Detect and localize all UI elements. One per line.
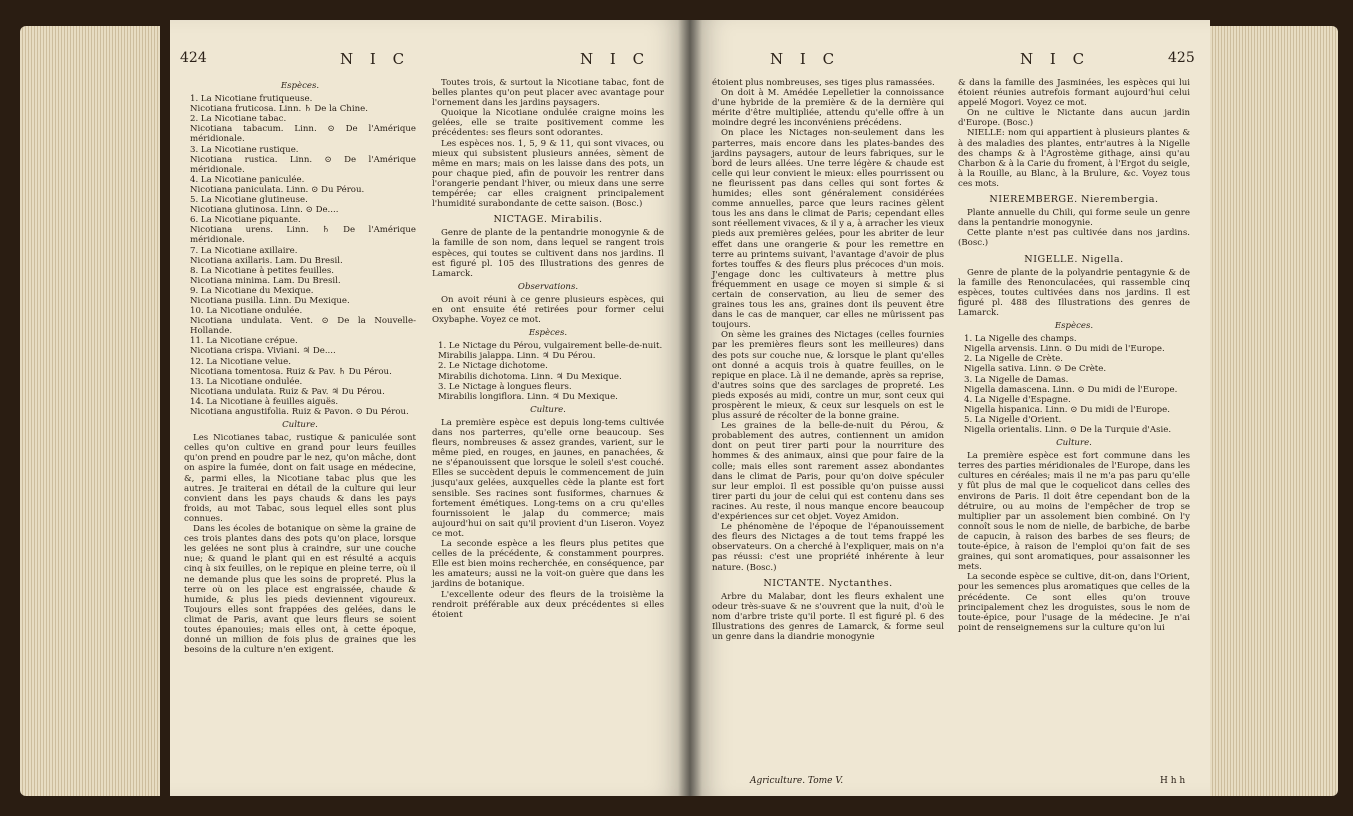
- section-heading: Culture.: [530, 404, 566, 415]
- species-line: Nicotiana fruticosa. Linn. ♄ De la Chine.: [190, 104, 368, 115]
- species-line: 8. La Nicotiane à petites feuilles.: [190, 265, 335, 276]
- right-page: [690, 20, 1210, 796]
- left-page: [170, 20, 690, 796]
- species-line: Nicotiana angustifolia. Ruiz & Pavon. ⊙ Du Pérou.: [190, 407, 409, 417]
- paragraph: Genre de plante de la polyandrie pentagynie & de la famille des Renonculacées, qui rassemble cinq espèces, toutes cultivées dans nos jardins. Il est figuré pl. 488 des Illustrations des genres de Lamarck.: [958, 267, 1190, 318]
- species-line: 11. La Nicotiane crépue.: [190, 336, 298, 347]
- left-column-1: [184, 78, 416, 655]
- species-line: 3. Le Nictage à longues fleurs.: [438, 381, 572, 392]
- species-line: 2. Le Nictage dichotome.: [438, 361, 548, 372]
- right-running-head-2: N I C: [1020, 50, 1091, 68]
- paragraph: La première espèce est fort commune dans les terres des parties méridionales de l'Europe, dans les cultures en céréales; mais il ne m'a pas paru qu'elle y fût plus de mal que le coquelicot dans celles des environs de Paris. Il doit être cependant bon de la détruire, ou au moins de l'empêcher de trop se multiplier par un assolement bien combiné. On l'y connoît sous le nom de nielle, de barbiche, de barbe de capucin, à raison des barbes de ses fleurs; de toute-épice, à raison de l'emploi qu'on fait de ses graines, qui sont aromatiques, pour assaisonner les mets.: [958, 451, 1190, 573]
- paragraph: La seconde espèce se cultive, dit-on, dans l'Orient, pour les semences plus aromatiques que celles de la précédente. Ce sont elles qu'on trouve principalement chez les droguistes, sous le nom de toute-épice, pour l'usage de la médecine. Je n'ai point de renseignemens sur la culture qu'on lui: [958, 572, 1190, 633]
- species-line: Nigella hispanica. Linn. ⊙ Du midi de l'Europe.: [964, 404, 1171, 415]
- species-line: 2. La Nicotiane tabac.: [190, 114, 287, 125]
- species-line: Nicotiana minima. Lam. Du Bresil.: [190, 275, 341, 286]
- paragraph: Toutes trois, & surtout la Nicotiane tabac, font de belles plantes qu'on peut placer avec avantage pour l'ornement dans les jardins paysagers.: [432, 78, 664, 109]
- page-edges-right: [1203, 26, 1338, 796]
- entry-heading: NICTANTE. Nyctanthes.: [763, 577, 893, 589]
- species-line: 4. La Nigelle d'Espagne.: [964, 394, 1071, 405]
- species-line: 6. La Nicotiane piquante.: [190, 215, 301, 226]
- species-line: 5. La Nigelle d'Orient.: [964, 414, 1062, 425]
- species-line: Nicotiana pusilla. Linn. Du Mexique.: [190, 295, 350, 306]
- footer-volume: Agriculture. Tome V.: [750, 776, 844, 786]
- species-line: Nigella sativa. Linn. ⊙ De Crète.: [964, 364, 1107, 375]
- species-line: Nicotiana urens. Linn. ♄ De l'Amérique méridionale.: [190, 225, 416, 246]
- species-line: 5. La Nicotiane glutineuse.: [190, 195, 308, 206]
- species-line: Nigella damascena. Linn. ⊙ Du midi de l'Europe.: [964, 384, 1178, 395]
- species-line: 10. La Nicotiane ondulée.: [190, 306, 303, 317]
- right-column-1: [712, 78, 944, 642]
- species-line: Nigella arvensis. Linn. ⊙ Du midi de l'Europe.: [964, 344, 1165, 355]
- section-heading: Espèces.: [280, 81, 320, 91]
- section-heading: Observations.: [517, 281, 579, 292]
- species-line: 7. La Nicotiane axillaire.: [190, 245, 298, 256]
- species-line: Nicotiana undulata. Ruiz & Pav. ♃ Du Pérou.: [190, 386, 385, 397]
- entry-heading: NICTAGE. Mirabilis.: [493, 214, 603, 226]
- species-line: Mirabilis longiflora. Linn. ♃ Du Mexique.: [438, 391, 618, 402]
- paragraph: On avoit réuni à ce genre plusieurs espèces, qui en ont ensuite été retirées pour former celui Oxybaphe. Voyez ce mot.: [432, 294, 664, 326]
- paragraph: On doit à M. Amédée Lepelletier la connoissance d'une hybride de la première & de la dernière qui mérite d'être multipliée, attendu qu'elle offre à un moindre degré les inconvéniens précédens.: [712, 88, 944, 129]
- paragraph: Quoique la Nicotiane ondulée craigne moins les gelées, elle se traite positivement comme les précédentes: ses fleurs sont odorantes.: [432, 108, 664, 139]
- paragraph: L'excellente odeur des fleurs de la troisième la rendroit préférable aux deux précédentes si elles étoient: [432, 589, 664, 620]
- page-edges-left: [20, 26, 160, 796]
- species-line: Nicotiana rustica. Linn. ⊙ De l'Amérique méridionale.: [190, 154, 416, 175]
- species-line: 3. La Nicotiane rustique.: [190, 144, 299, 155]
- species-line: Nicotiana glutinosa. Linn. ⊙ De....: [190, 205, 339, 216]
- species-line: Nicotiana undulata. Vent. ⊙ De la Nouvelle-Hollande.: [190, 316, 416, 337]
- paragraph: Cette plante n'est pas cultivée dans nos jardins. (Bosc.): [958, 228, 1190, 249]
- left-page-number: 424: [180, 50, 207, 66]
- paragraph: Le phénomène de l'époque de l'épanouissement des fleurs des Nictages a de tout tems frappé les observateurs. On a cherché à l'expliquer, mais on n'a pas réussi: c'est une propriété inhérente à leur nature. (Bosc.): [712, 522, 944, 573]
- species-line: 9. La Nicotiane du Mexique.: [190, 285, 314, 296]
- paragraph: La première espèce est depuis long-tems cultivée dans nos parterres, qu'elle orne beaucoup. Ses fleurs, nombreuses & assez grandes, varient, sur le même pied, en rouges, en jaunes, en panachées, & ne s'épanouissent que lorsque le soleil s'est couché. Elles se succèdent depuis le commencement de juin jusqu'aux gelées, auxquelles cède la plante est fort sensible. Ses racines sont fusiformes, charnues & fortement émétiques. Long-tems on a cru qu'elles fournissoient le jalap du commerce; mais aujourd'hui on sait qu'il provient d'un Liseron. Voyez ce mot.: [432, 417, 664, 539]
- species-line: Nigella orientalis. Linn. ⊙ De la Turquie d'Asie.: [964, 425, 1172, 435]
- section-heading: Espèces.: [1054, 321, 1094, 332]
- left-running-head-1: N I C: [340, 50, 411, 68]
- paragraph: Les espèces nos. 1, 5, 9 & 11, qui sont vivaces, ou mieux qui subsistent plusieurs années, sèment de même en mars; mais on les laisse dans des pots, un pour chaque pied, afin de pouvoir les rentrer dans l'orangerie pendant l'hiver, ou mieux dans une serre tempérée; car elles craignent principalement l'humidité surabondante de cette saison. (Bosc.): [432, 138, 664, 210]
- species-line: 3. La Nigelle de Damas.: [964, 374, 1069, 385]
- book-gutter: [678, 20, 702, 796]
- species-line: 4. La Nicotiane paniculée.: [190, 174, 305, 185]
- species-line: 12. La Nicotiane velue.: [190, 356, 291, 367]
- right-column-2: [958, 78, 1190, 633]
- species-line: 13. La Nicotiane ondulée.: [190, 376, 303, 387]
- right-running-head-1: N I C: [770, 50, 841, 68]
- paragraph: Genre de plante de la pentandrie monogynie & de la famille de son nom, dans lequel se rangent trois espèces, qui toutes se cultivent dans nos jardins. Il est figuré pl. 105 des Illustrations des genres de Lamarck.: [432, 228, 664, 279]
- paragraph: On ne cultive le Nictante dans aucun jardin d'Europe. (Bosc.): [958, 108, 1190, 129]
- paragraph: Dans les écoles de botanique on sème la graine de ces trois plantes dans des pots qu'on place, lorsque les gelées ne sont plus à craindre, sur une couche nue; & quand le plant qui en est résulté a acquis cinq à six feuilles, on le repique en pleine terre, où il ne demande plus que les soins de propreté. Plus la terre où on les place est engraissée, chaude & humide, & plus les pieds deviennent vigoureux. Toujours elles sont frappées des gelées, dans le climat de Paris, avant que leurs fleurs se soient toutes épanouies; mais elles ont, à cette époque, donné un million de fois plus de graines que les besoins de la culture n'en exigent.: [184, 524, 416, 656]
- species-line: Nicotiana paniculata. Linn. ⊙ Du Pérou.: [190, 184, 365, 195]
- paragraph: Arbre du Malabar, dont les fleurs exhalent une odeur très-suave & ne s'ouvrent que la nuit, d'où le nom d'arbre triste qu'il porte. Il est figuré pl. 6 des Illustrations des genres de Lamarck, & forme seul un genre dans la diandrie monogynie: [712, 591, 944, 643]
- paragraph: La seconde espèce a les fleurs plus petites que celles de la précédente, & constamment pourpres. Elle est bien moins recherchée, en conséquence, par les amateurs; aussi ne la voit-on guère que dans les jardins de botanique.: [432, 539, 664, 590]
- right-page-number: 425: [1168, 50, 1195, 66]
- section-heading: Culture.: [282, 420, 318, 431]
- species-line: Nicotiana tabacum. Linn. ⊙ De l'Amérique méridionale.: [190, 124, 416, 145]
- species-line: Nicotiana tomentosa. Ruiz & Pav. ♄ Du Pérou.: [190, 366, 392, 377]
- species-line: Mirabilis jalappa. Linn. ♃ Du Pérou.: [438, 351, 596, 362]
- species-line: 2. La Nigelle de Crète.: [964, 354, 1064, 365]
- species-line: 14. La Nicotiane à feuilles aiguës.: [190, 396, 339, 407]
- continued-text: étoient plus nombreuses, ses tiges plus ramassées.: [712, 78, 935, 88]
- left-running-head-2: N I C: [580, 50, 651, 68]
- open-book: [20, 14, 1338, 804]
- section-heading: Culture.: [1056, 438, 1092, 449]
- paragraph: NIELLE: nom qui appartient à plusieurs plantes & à des maladies des plantes, entr'autres à la Nigelle des champs & à l'Agrostème githage, ainsi qu'au Charbon & à la Carie du froment, à l'Ergot du seigle, à la Rouille, au Blanc, à la Brulure, &c. Voyez tous ces mots.: [958, 128, 1190, 189]
- entry-heading: NIEREMBERGE. Nierembergia.: [989, 194, 1159, 206]
- species-line: Nicotiana crispa. Viviani. ♃ De....: [190, 346, 336, 357]
- continued-text: & dans la famille des Jasminées, les espèces qui lui étoient réunies autrefois formant aujourd'hui celui appelé Mogori. Voyez ce mot.: [958, 78, 1190, 109]
- species-line: 1. La Nigelle des champs.: [964, 334, 1077, 345]
- paragraph: On sème les graines des Nictages (celles fournies par les premières fleurs sont les meilleures) dans des pots sur couche nue, & lorsque le plant qu'elles ont donné a acquis trois à quatre feuilles, on le repique en place. Là il ne demande, après sa reprise, d'autres soins que des sarclages de propreté. Les pieds exposés au midi, contre un mur, sont ceux qui prospèrent le mieux, & ceux sur lesquels on est le plus assuré de récolter de la bonne graine.: [712, 330, 944, 422]
- left-column-2: [432, 78, 664, 620]
- species-line: Mirabilis dichotoma. Linn. ♃ Du Mexique.: [438, 371, 622, 382]
- species-line: 1. Le Nictage du Pérou, vulgairement belle-de-nuit.: [438, 341, 663, 352]
- species-line: 1. La Nicotiane frutiqueuse.: [190, 94, 313, 105]
- species-line: Nicotiana axillaris. Lam. Du Bresil.: [190, 255, 343, 266]
- entry-heading: NIGELLE. Nigella.: [1024, 253, 1124, 265]
- paragraph: Les graines de la belle-de-nuit du Pérou, & probablement des autres, contiennent un amidon dont on peut tirer parti pour la nourriture des hommes & des animaux, ainsi que pour faire de la colle; mais elles sont rarement assez abondantes dans le climat de Paris, pour qu'on doive spéculer sur leur emploi. Il est possible qu'on puisse aussi tirer parti du jour de celui qui est contenu dans ses racines. Au reste, il nous manque encore beaucoup d'expériences sur cet objet. Voyez Amidon.: [712, 421, 944, 523]
- paragraph: On place les Nictages non-seulement dans les parterres, mais encore dans les plates-bandes des jardins paysagers, autour de leurs fabriques, sur le bord de leurs allées. Une terre légère & chaude est celle qui leur convient le mieux: elles pourrissent ou ne fleurissent pas dans celles qui sont fortes & humides; elles sont généralement considérées comme annuelles, parce que leurs racines gèlent tous les ans dans le climat de Paris; cependant elles sont réellement vivaces, & il y a, à arracher les vieux pieds aux premières gelées, pour les abriter de leur effet dans une orangerie & pour les remettre en terre au printems suivant, l'avantage d'avoir de plus fortes touffes & des fleurs plus précoces d'un mois. J'engage donc les cultivateurs à mettre plus fréquemment en usage ce moyen si simple & si certain de conservation, au lieu de semer des graines tous les ans, graines dont ils peuvent être dans le cas de manquer, car elles ne mûrissent pas toujours.: [712, 128, 944, 331]
- paragraph: Les Nicotianes tabac, rustique & paniculée sont celles qu'on cultive en grand pour leurs feuilles qu'on prend en poudre par le nez, qu'on mâche, dont on aspire la fumée, dont on fait usage en médecine, &, parmi elles, la Nicotiane tabac plus que les autres. Je traiterai en détail de la culture qui leur convient dans les pays chauds & dans les pays froids, au mot Tabac, sous lequel elles sont plus connues.: [184, 433, 416, 524]
- section-heading: Espèces.: [528, 328, 568, 339]
- footer-signature: H h h: [1160, 776, 1186, 786]
- paragraph: Plante annuelle du Chili, qui forme seule un genre dans la pentandrie monogynie.: [958, 208, 1190, 229]
